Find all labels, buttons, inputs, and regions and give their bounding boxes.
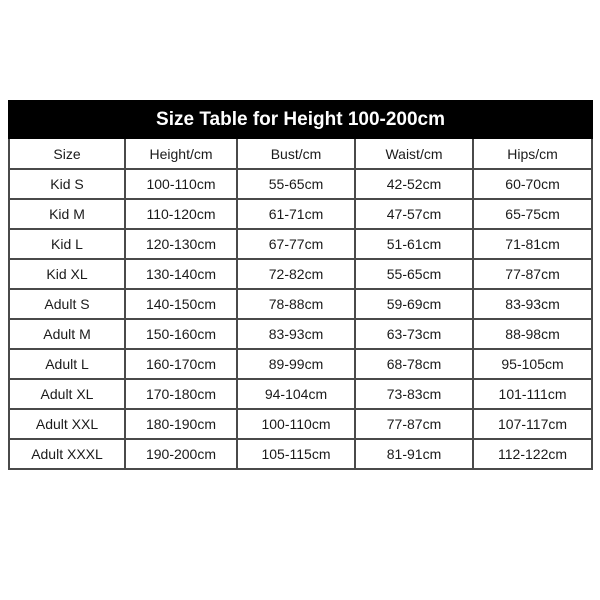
- waist-cell: 47-57cm: [355, 199, 473, 229]
- size-cell: Adult L: [9, 349, 125, 379]
- size-cell: Adult XXXL: [9, 439, 125, 469]
- size-cell: Adult XXL: [9, 409, 125, 439]
- size-cell: Kid XL: [9, 259, 125, 289]
- waist-cell: 51-61cm: [355, 229, 473, 259]
- hips-cell: 77-87cm: [473, 259, 592, 289]
- height-cell: 190-200cm: [125, 439, 237, 469]
- waist-cell: 55-65cm: [355, 259, 473, 289]
- size-cell: Adult XL: [9, 379, 125, 409]
- title-row: [9, 101, 592, 138]
- height-cell: 170-180cm: [125, 379, 237, 409]
- bust-cell: 105-115cm: [237, 439, 355, 469]
- height-cell: 150-160cm: [125, 319, 237, 349]
- waist-cell: 63-73cm: [355, 319, 473, 349]
- hips-cell: 60-70cm: [473, 169, 592, 199]
- hips-cell: 83-93cm: [473, 289, 592, 319]
- column-header-hips: Hips/cm: [473, 138, 592, 169]
- height-cell: 100-110cm: [125, 169, 237, 199]
- table-row: [9, 439, 592, 469]
- hips-cell: 101-111cm: [473, 379, 592, 409]
- height-cell: 180-190cm: [125, 409, 237, 439]
- bust-cell: 94-104cm: [237, 379, 355, 409]
- waist-cell: 81-91cm: [355, 439, 473, 469]
- column-header-size: Size: [9, 138, 125, 169]
- table-row: [9, 409, 592, 439]
- height-cell: 160-170cm: [125, 349, 237, 379]
- table-row: [9, 289, 592, 319]
- bust-cell: 67-77cm: [237, 229, 355, 259]
- table-row: [9, 199, 592, 229]
- table-row: [9, 319, 592, 349]
- height-cell: 140-150cm: [125, 289, 237, 319]
- waist-cell: 42-52cm: [355, 169, 473, 199]
- bust-cell: 89-99cm: [237, 349, 355, 379]
- table-row: [9, 229, 592, 259]
- waist-cell: 77-87cm: [355, 409, 473, 439]
- hips-cell: 71-81cm: [473, 229, 592, 259]
- column-header-waist: Waist/cm: [355, 138, 473, 169]
- height-cell: 110-120cm: [125, 199, 237, 229]
- column-header-height: Height/cm: [125, 138, 237, 169]
- bust-cell: 61-71cm: [237, 199, 355, 229]
- size-table: [8, 100, 593, 470]
- table-title: Size Table for Height 100-200cm: [9, 101, 592, 138]
- size-cell: Kid L: [9, 229, 125, 259]
- waist-cell: 73-83cm: [355, 379, 473, 409]
- hips-cell: 112-122cm: [473, 439, 592, 469]
- table-row: [9, 169, 592, 199]
- hips-cell: 107-117cm: [473, 409, 592, 439]
- waist-cell: 59-69cm: [355, 289, 473, 319]
- table-row: [9, 259, 592, 289]
- bust-cell: 78-88cm: [237, 289, 355, 319]
- size-cell: Adult S: [9, 289, 125, 319]
- size-cell: Kid M: [9, 199, 125, 229]
- size-cell: Kid S: [9, 169, 125, 199]
- bust-cell: 100-110cm: [237, 409, 355, 439]
- waist-cell: 68-78cm: [355, 349, 473, 379]
- height-cell: 130-140cm: [125, 259, 237, 289]
- table-row: [9, 349, 592, 379]
- table-row: [9, 379, 592, 409]
- hips-cell: 65-75cm: [473, 199, 592, 229]
- column-header-row: [9, 138, 592, 169]
- size-cell: Adult M: [9, 319, 125, 349]
- bust-cell: 55-65cm: [237, 169, 355, 199]
- hips-cell: 95-105cm: [473, 349, 592, 379]
- column-header-bust: Bust/cm: [237, 138, 355, 169]
- bust-cell: 83-93cm: [237, 319, 355, 349]
- bust-cell: 72-82cm: [237, 259, 355, 289]
- height-cell: 120-130cm: [125, 229, 237, 259]
- hips-cell: 88-98cm: [473, 319, 592, 349]
